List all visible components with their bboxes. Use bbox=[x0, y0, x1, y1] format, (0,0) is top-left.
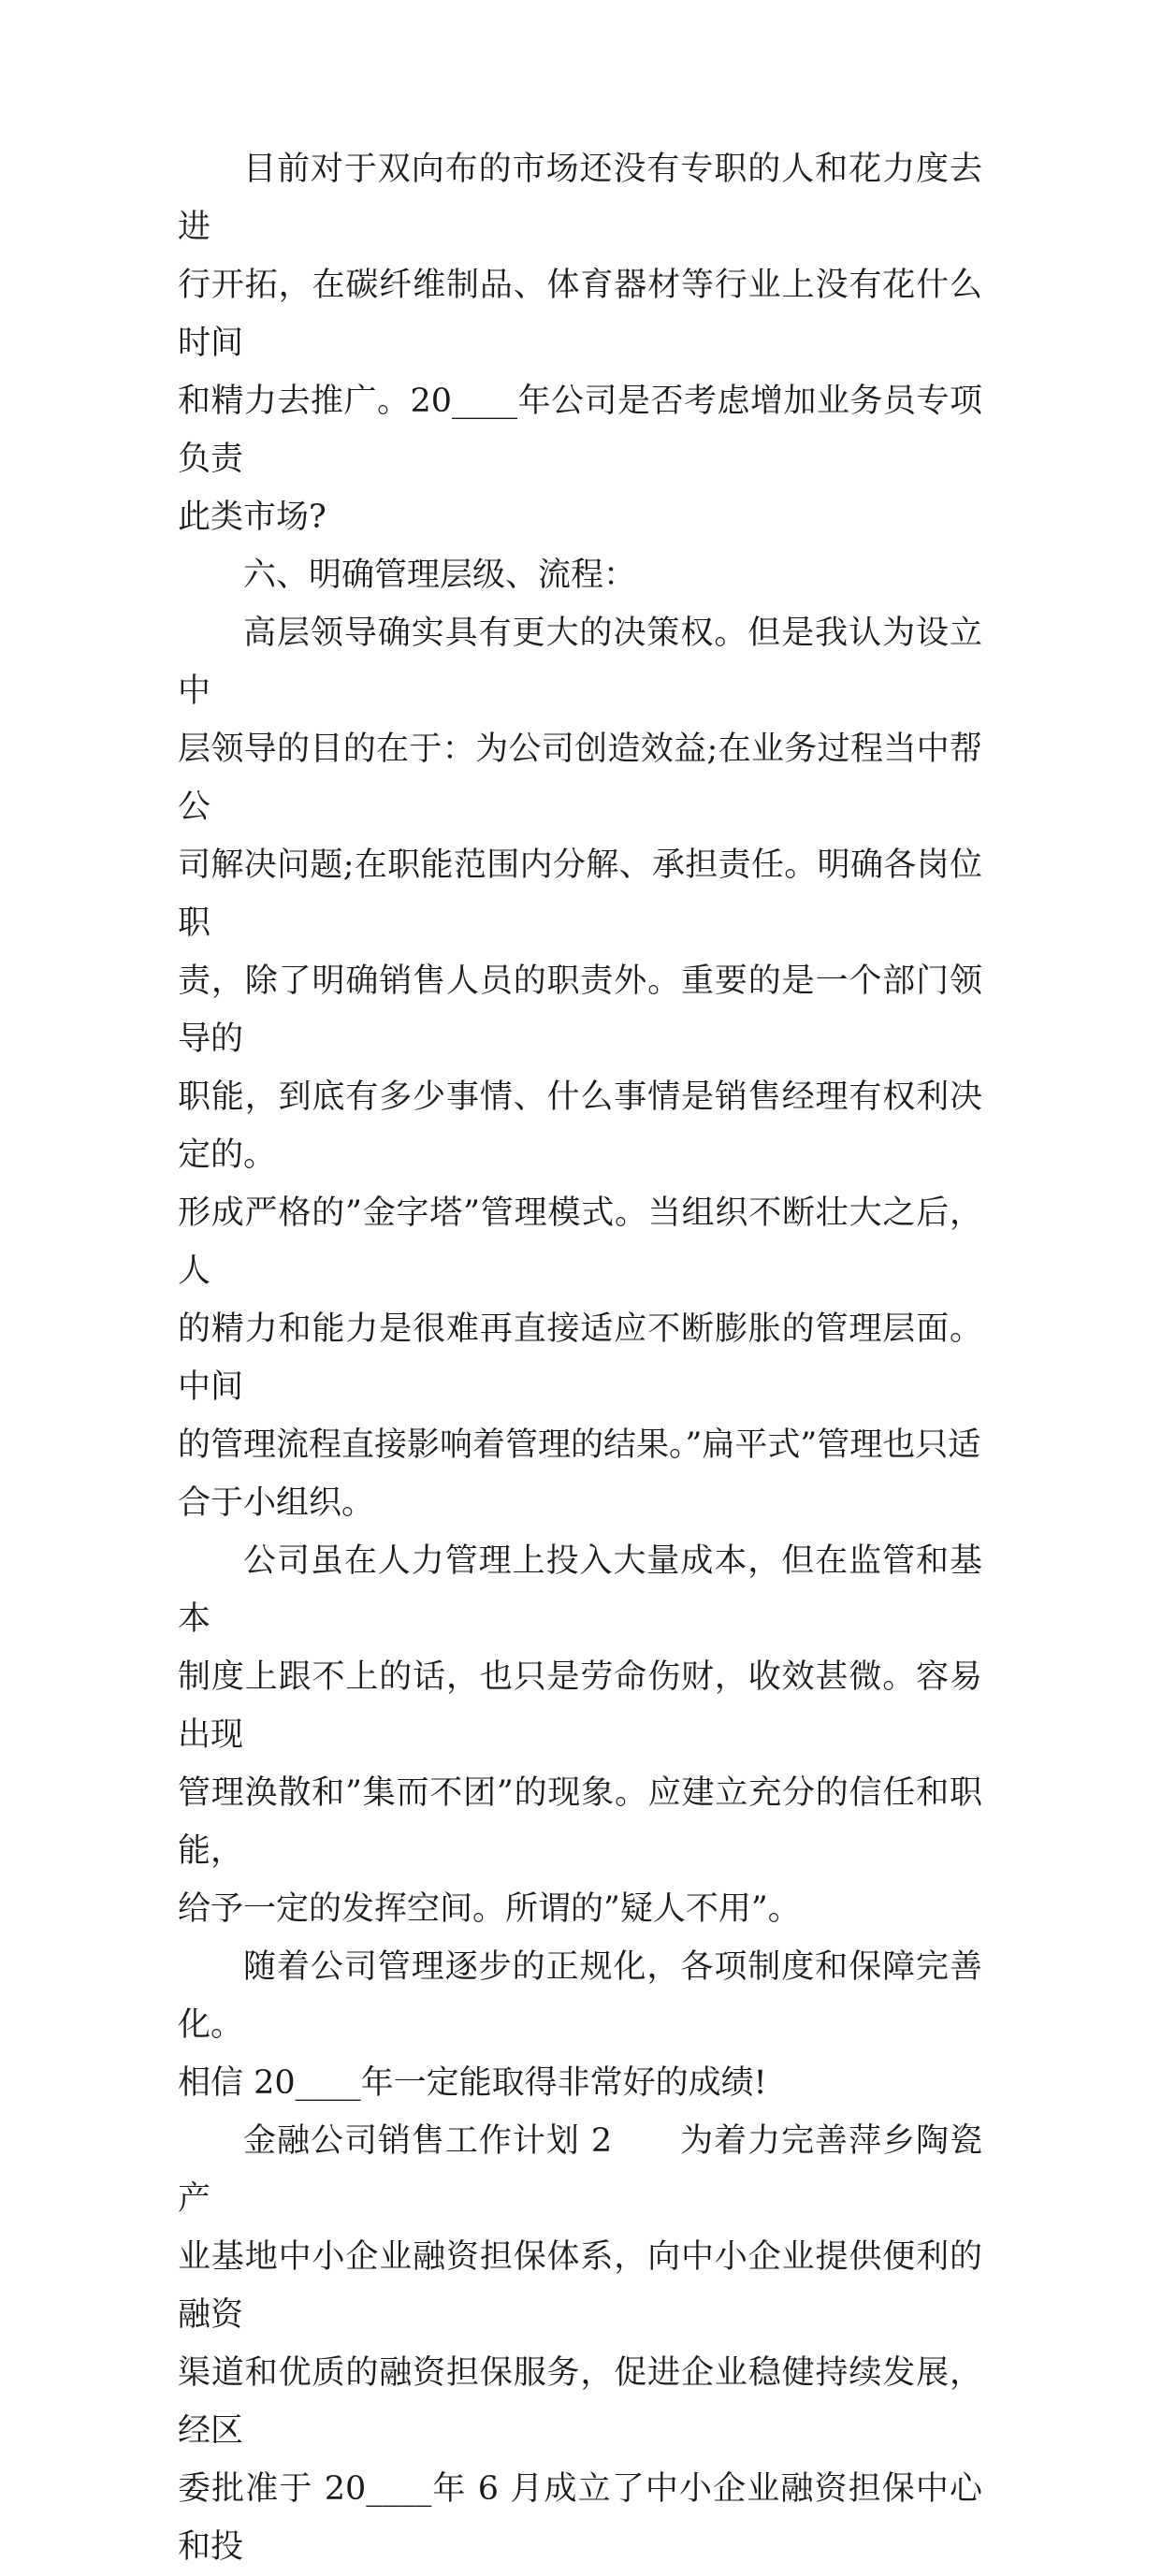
text-line: 合于小组织。 bbox=[178, 1484, 375, 1522]
text-line: 和精力去推广。20____年公司是否考虑增加业务员专项负责 bbox=[178, 383, 982, 478]
text-line: 责，除了明确销售人员的职责外。重要的是一个部门领导的 bbox=[178, 962, 982, 1058]
paragraph-supervision bbox=[178, 1532, 982, 1938]
text-line: 业基地中小企业融资担保体系，向中小企业提供便利的融资 bbox=[178, 2238, 982, 2334]
text-line: 随着公司管理逐步的正规化，各项制度和保障完善化。 bbox=[178, 1948, 982, 2044]
text-line: 公司虽在人力管理上投入大量成本，但在监管和基本 bbox=[178, 1542, 982, 1638]
text-line: 渠道和优质的融资担保服务，促进企业稳健持续发展，经区 bbox=[178, 2354, 982, 2450]
text-line: 相信 20____年一定能取得非常好的成绩! bbox=[178, 2064, 767, 2102]
text-line: 司解决问题;在职能范围内分解、承担责任。明确各岗位职 bbox=[178, 847, 982, 942]
text-line: 此类市场? bbox=[178, 499, 327, 536]
text-line: 职能，到底有多少事情、什么事情是销售经理有权利决定的。 bbox=[178, 1078, 982, 1174]
text-line: 形成严格的”金字塔”管理模式。当组织不断壮大之后，人 bbox=[178, 1194, 982, 1290]
document-body bbox=[178, 140, 982, 2576]
text-line: 委批准于 20____年 6 月成立了中小企业融资担保中心和投 bbox=[178, 2470, 982, 2566]
paragraph-market-development bbox=[178, 140, 982, 546]
text-line: 行开拓，在碳纤维制品、体育器材等行业上没有花什么时间 bbox=[178, 267, 982, 362]
text-line: 给予一定的发挥空间。所谓的”疑人不用”。 bbox=[178, 1890, 801, 1928]
section-heading-management-levels bbox=[178, 546, 982, 604]
paragraph-middle-management bbox=[178, 604, 982, 1532]
paragraph-conclusion bbox=[178, 1938, 982, 2112]
paragraph-sales-plan-2 bbox=[178, 2112, 982, 2576]
text-line: 管理涣散和”集而不团”的现象。应建立充分的信任和职能， bbox=[178, 1774, 982, 1870]
text-line: 高层领导确实具有更大的决策权。但是我认为设立中 bbox=[178, 615, 982, 710]
text-line: 制度上跟不上的话，也只是劳命伤财，收效甚微。容易出现 bbox=[178, 1658, 982, 1754]
text-line: 目前对于双向布的市场还没有专职的人和花力度去进 bbox=[178, 151, 982, 246]
text-line: 的精力和能力是很难再直接适应不断膨胀的管理层面。中间 bbox=[178, 1310, 982, 1406]
text-line: 层领导的目的在于：为公司创造效益;在业务过程当中帮公 bbox=[178, 731, 982, 826]
text-line: 的管理流程直接影响着管理的结果。”扁平式”管理也只适 bbox=[178, 1426, 981, 1464]
text-line: 金融公司销售工作计划 2 为着力完善萍乡陶瓷产 bbox=[178, 2122, 982, 2218]
heading-text: 六、明确管理层级、流程： bbox=[243, 557, 637, 594]
